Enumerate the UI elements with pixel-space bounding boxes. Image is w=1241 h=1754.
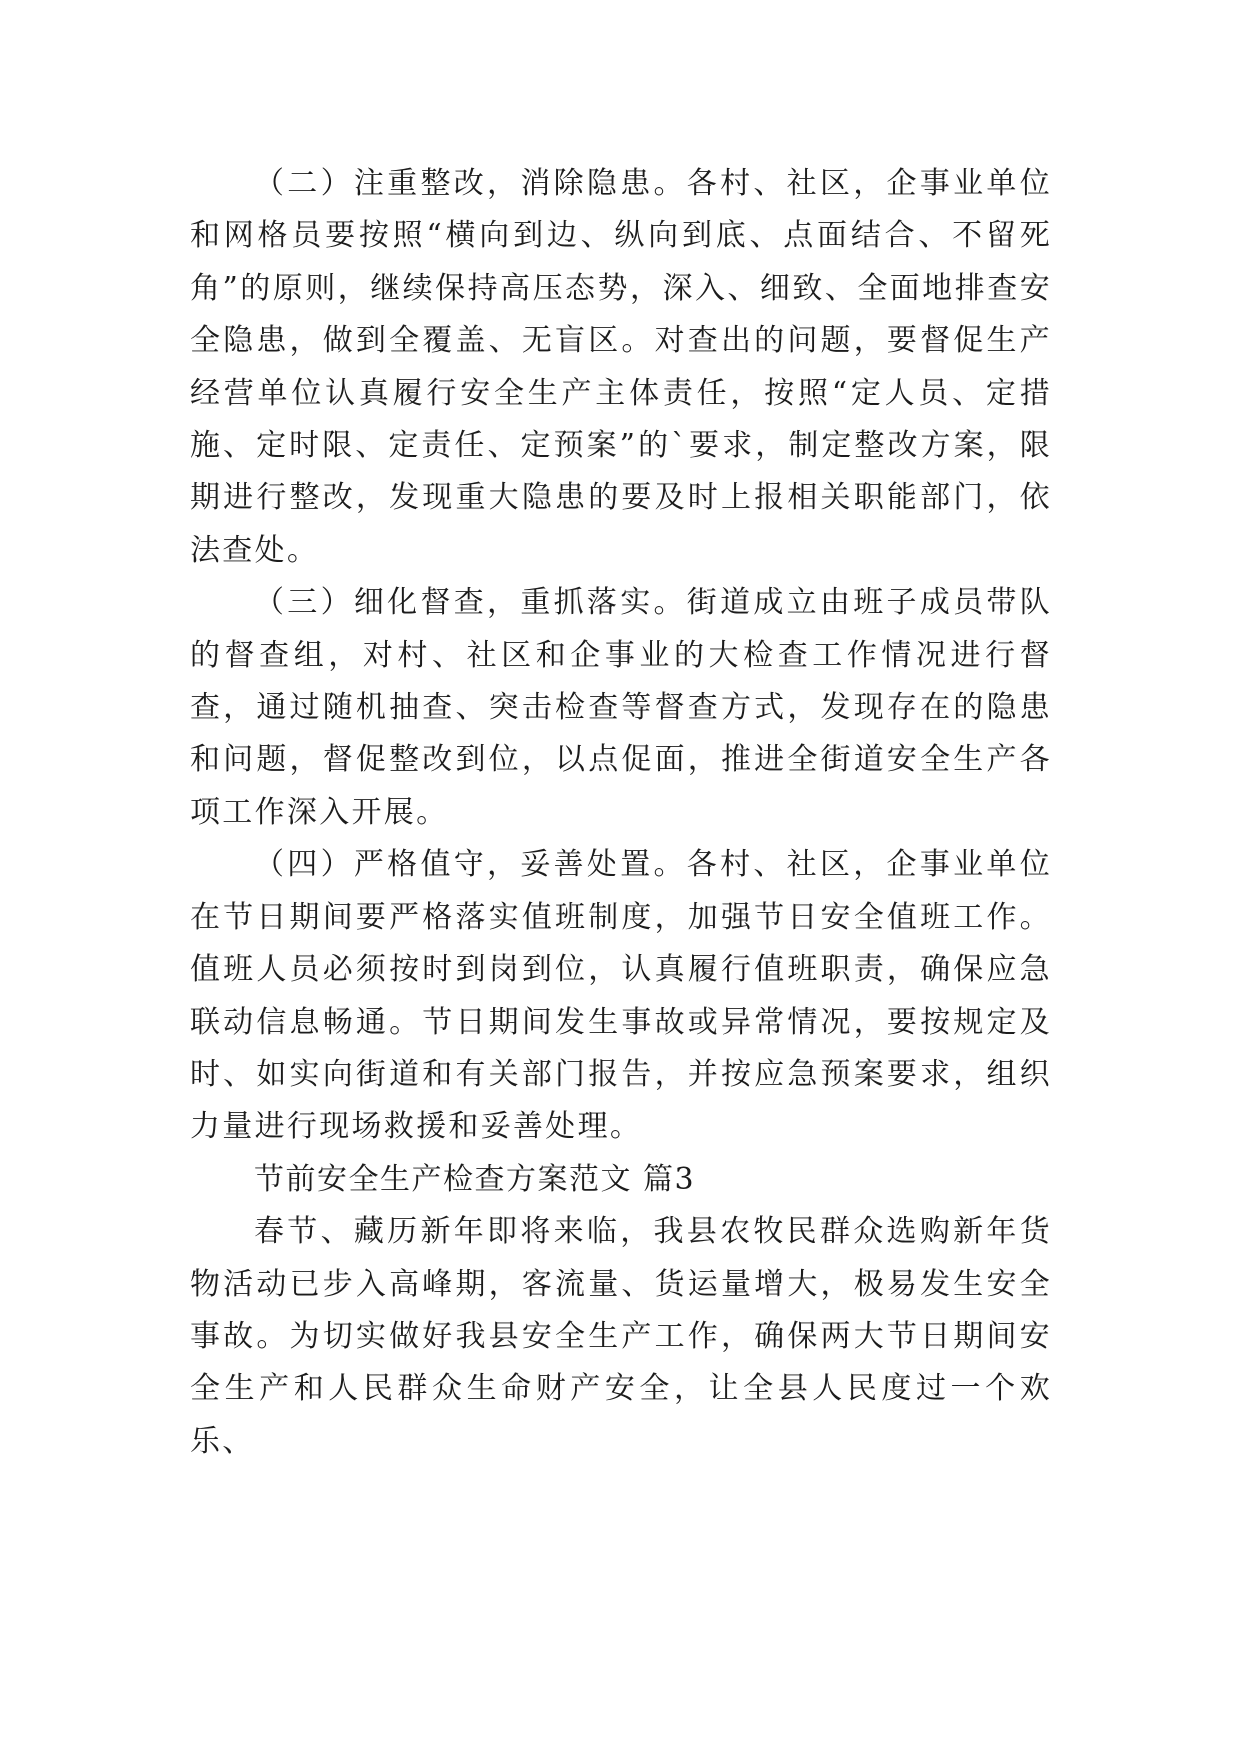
paragraph-intro: 春节、藏历新年即将来临，我县农牧民群众选购新年货物活动已步入高峰期，客流量、货运量增大，极易发生安全事故。为切实做好我县安全生产工作，确保两大节日期间安全生产和人民群众生命财产安全，让全县人民度过一个欢乐、 [190,1214,1052,1459]
section-heading: 节前安全生产检查方案范文 篇3 [254,1161,696,1197]
paragraph-rectification: （二）注重整改，消除隐患。各村、社区，企事业单位和网格员要按照“横向到边、纵向到底、点面结合、不留死角”的原则，继续保持高压态势，深入、细致、全面地排查安全隐患，做到全覆盖、无盲区。对查出的问题，要督促生产经营单位认真履行安全生产主体责任，按照“定人员、定措施、定时限、定责任、定预案”的`要求，制定整改方案，限期进行整改，发现重大隐患的要及时上报相关职能部门，依法查处。 [190,166,1052,568]
paragraph-duty: （四）严格值守，妥善处置。各村、社区，企事业单位在节日期间要严格落实值班制度，加强节日安全值班工作。值班人员必须按时到岗到位，认真履行值班职责，确保应急联动信息畅通。节日期间发生事故或异常情况，要按规定及时、如实向街道和有关部门报告，并按应急预案要求，组织力量进行现场救援和妥善处理。 [190,847,1052,1145]
paragraph-supervision: （三）细化督查，重抓落实。街道成立由班子成员带队的督查组，对村、社区和企事业的大检查工作情况进行督查，通过随机抽查、突击检查等督查方式，发现存在的隐患和问题，督促整改到位，以点促面，推进全街道安全生产各项工作深入开展。 [190,585,1052,830]
document-body [190,158,1052,1468]
